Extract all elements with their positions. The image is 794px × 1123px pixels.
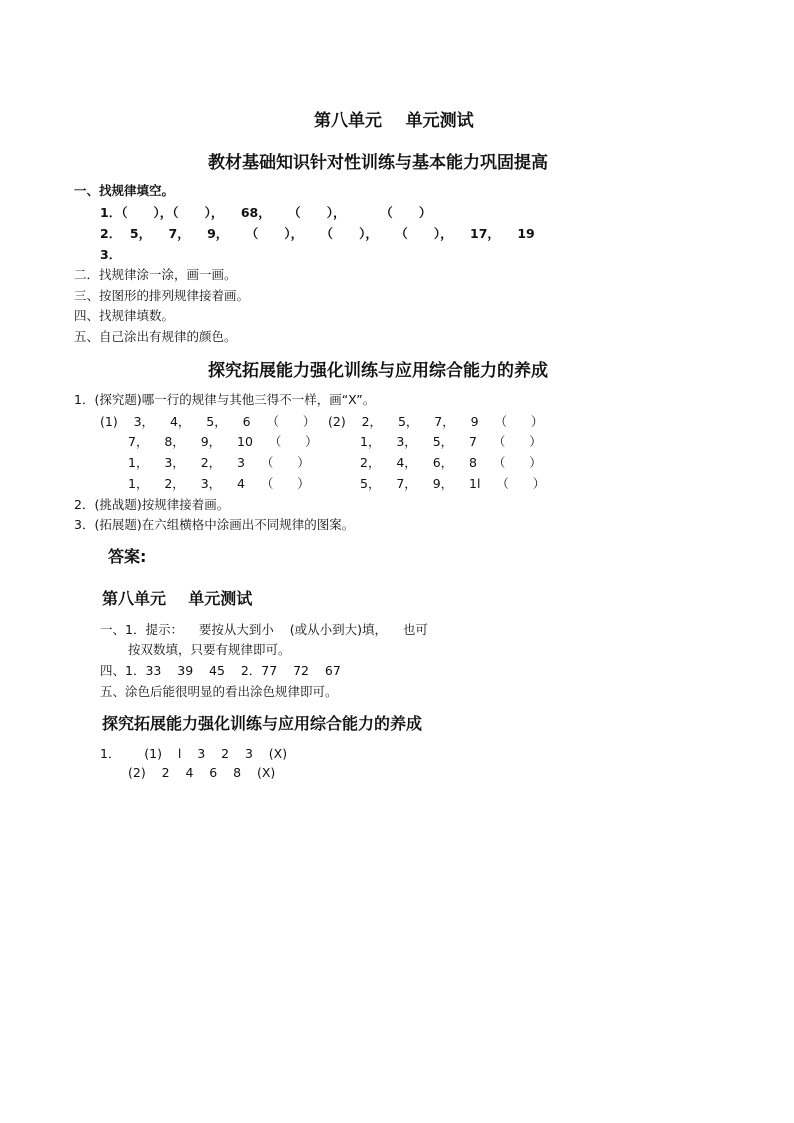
row-right-1: (2) 2， 5， 7， 9 （ ） bbox=[328, 414, 544, 429]
question-4: 四、找规律填数。 bbox=[74, 308, 175, 323]
section-title-basic: 教材基础知识针对性训练与基本能力巩固提高 bbox=[208, 153, 548, 173]
question-5: 五、自己涂出有规律的颜色。 bbox=[74, 329, 237, 344]
question-1-item-1: 1．（ ），（ ）， 68， （ ）， （ ） bbox=[100, 205, 432, 220]
question-1: 一、找规律填空。 bbox=[74, 183, 175, 198]
answers-section-title: 探究拓展能力强化训练与应用综合能力的养成 bbox=[102, 714, 423, 733]
answer-extension-line-1: 1． (1) l 3 2 3 (X) bbox=[100, 746, 288, 761]
answer-extension-line-2: (2) 2 4 6 8 (X) bbox=[128, 765, 276, 780]
answers-label: 答案: bbox=[108, 547, 147, 566]
question-1-item-2: 2． 5， 7， 9， （ ）， （ ）， （ ）， 17， 19 bbox=[100, 226, 535, 241]
section-title-extension: 探究拓展能力强化训练与应用综合能力的养成 bbox=[208, 361, 548, 381]
row-left-2: 7， 8， 9， 10 （ ） bbox=[128, 434, 318, 449]
row-right-4: 5， 7， 9， 1l （ ） bbox=[360, 476, 546, 491]
extension-question-1 bbox=[74, 390, 375, 408]
page-title: 第八单元 单元测试 bbox=[314, 111, 474, 131]
row-left-1: (1) 3， 4， 5， 6 （ ） bbox=[100, 414, 316, 429]
extension-question-3: 3．(拓展题)在六组横格中涂画出不同规律的图案。 bbox=[74, 517, 355, 532]
row-right-2: 1， 3， 5， 7 （ ） bbox=[360, 434, 542, 449]
question-1-item-3: 3． bbox=[100, 247, 122, 262]
answers-unit-title: 第八单元 单元测试 bbox=[102, 589, 253, 608]
row-left-3: 1， 3， 2， 3 （ ） bbox=[128, 455, 310, 470]
answer-5: 五、涂色后能很明显的看出涂色规律即可。 bbox=[100, 684, 338, 699]
answer-4: 四、1．33 39 45 2．77 72 67 bbox=[100, 663, 341, 678]
row-left-4: 1， 2， 3， 4 （ ） bbox=[128, 476, 310, 491]
question-3: 三、按图形的排列规律接着画。 bbox=[74, 288, 250, 303]
extension-question-2: 2．(挑战题)按规律接着画。 bbox=[74, 497, 230, 512]
extension-question-1-text: 1．(探究题)哪一行的规律与其他三得不一样，画“X”。 bbox=[74, 392, 376, 407]
answer-1-line-2: 按双数填，只要有规律即可。 bbox=[128, 642, 291, 657]
answer-1-line-1: 一、1．提示： 要按从大到小 (或从小到大)填， 也可 bbox=[100, 622, 428, 637]
question-2: 二．找规律涂一涂，画一画。 bbox=[74, 267, 237, 282]
row-right-3: 2， 4， 6， 8 （ ） bbox=[360, 455, 542, 470]
